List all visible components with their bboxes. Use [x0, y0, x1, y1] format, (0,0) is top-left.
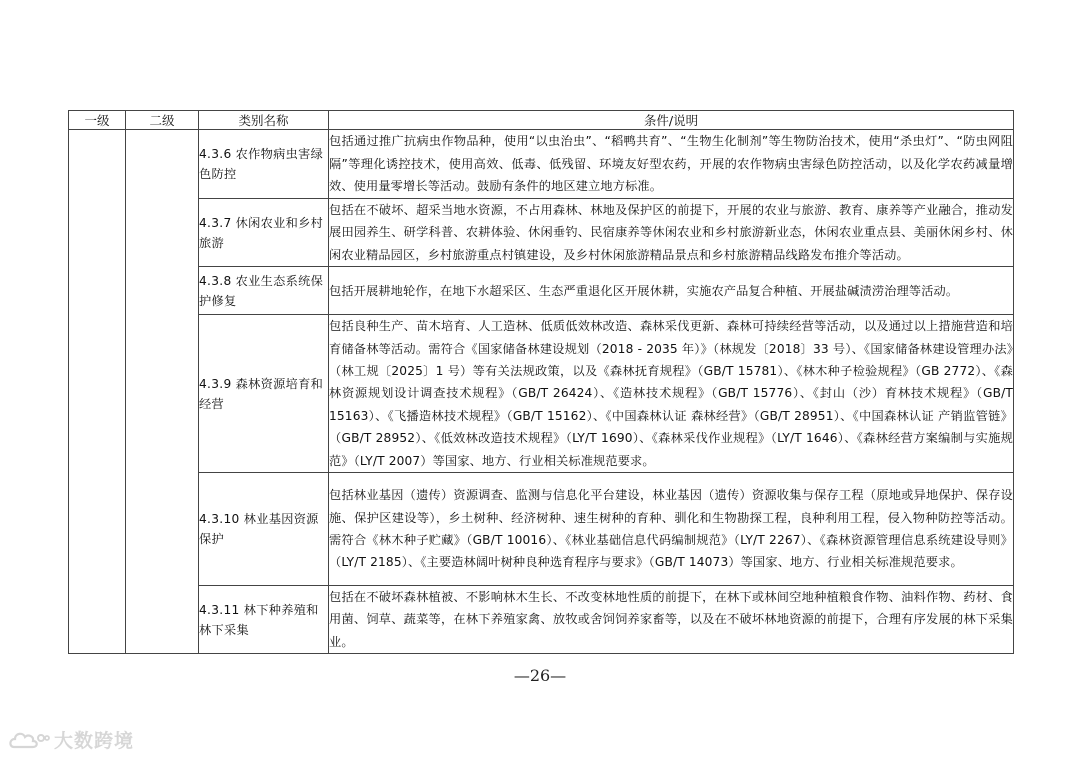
table-header-row [69, 111, 1014, 130]
header-level-2: 二级 [126, 111, 199, 130]
description-cell: 包括林业基因（遗传）资源调查、监测与信息化平台建设，林业基因（遗传）资源收集与保存工程（原地或异地保护、保存设施、保护区建设等），乡土树种、经济树种、速生树种的育种、驯化和生物勘探工程，良种利用工程，侵入物种防控等活动。需符合《林木种子贮藏》（GB/T 10016）、《林业基础信息代码编制规范》（LY/T 2267）、《森林资源管理信息系统建设导则》（LY/T 2185）、《主要造林阔叶树种良种选育程序与要求》（GB/T 14073）等国家、地方、行业相关标准规范要求。 [329, 473, 1014, 586]
category-name-cell: 4.3.7 休闲农业和乡村旅游 [199, 199, 329, 267]
category-name-cell: 4.3.11 林下种养殖和林下采集 [199, 586, 329, 654]
category-name-cell: 4.3.8 农业生态系统保护修复 [199, 267, 329, 315]
watermark [8, 726, 134, 753]
page-number: —26— [513, 666, 567, 685]
level-2-cell [126, 130, 199, 654]
watermark-text: 大数跨境 [54, 730, 135, 752]
cloud-logo-icon [8, 729, 50, 751]
description-cell: 包括在不破坏森林植被、不影响林木生长、不改变林地性质的前提下，在林下或林间空地种植粮食作物、油料作物、药材、食用菌、饲草、蔬菜等，在林下养殖家禽、放牧或舍饲饲养家畜等，以及在不破坏林地资源的前提下，合理有序发展的林下采集业。 [329, 586, 1014, 654]
description-cell: 包括开展耕地轮作，在地下水超采区、生态严重退化区开展休耕，实施农产品复合种植、开展盐碱渍涝治理等活动。 [329, 267, 1014, 315]
table-row [69, 586, 1014, 654]
category-name-cell: 4.3.10 林业基因资源保护 [199, 473, 329, 586]
table-row [69, 473, 1014, 586]
description-cell: 包括在不破坏、超采当地水资源，不占用森林、林地及保护区的前提下，开展的农业与旅游、教育、康养等产业融合，推动发展田园养生、研学科普、农耕体验、休闲垂钓、民宿康养等休闲农业和乡村旅游新业态，休闲农业重点县、美丽休闲乡村、休闲农业精品园区，乡村旅游重点村镇建设，及乡村休闲旅游精品景点和乡村旅游精品线路发布推介等活动。 [329, 199, 1014, 267]
level-1-cell [69, 130, 126, 654]
table-row [69, 130, 1014, 199]
description-cell: 包括通过推广抗病虫作物品种，使用“以虫治虫”、“稻鸭共育”、“生物生化制剂”等生物防治技术，使用“杀虫灯”、“防虫网阻隔”等理化诱控技术，使用高效、低毒、低残留、环境友好型农药，开展的农作物病虫害绿色防控活动，以及化学农药减量增效、使用量零增长等活动。鼓励有条件的地区建立地方标准。 [329, 130, 1014, 199]
description-cell: 包括良种生产、苗木培育、人工造林、低质低效林改造、森林采伐更新、森林可持续经营等活动，以及通过以上措施营造和培育储备林等活动。需符合《国家储备林建设规划（2018 - 2035 年）》（林规发〔2018〕33 号）、《国家储备林建设管理办法》（林工规〔2025〕1 号）等有关法规政策，以及《森林抚育规程》（GB/T 15781）、《林木种子检验规程》（GB 2772）、《森林资源规划设计调查技术规程》（GB/T 26424）、《造林技术规程》（GB/T 15776）、《封山（沙）育林技术规程》（GB/T 15163）、《飞播造林技术规程》（GB/T 15162）、《中国森林认证 森林经营》（GB/T 28951）、《中国森林认证 产销监管链》（GB/T 28952）、《低效林改造技术规程》（LY/T 1690）、《森林采伐作业规程》（LY/T 1646）、《森林经营方案编制与实施规范》（LY/T 2007）等国家、地方、行业相关标准规范要求。 [329, 315, 1014, 473]
category-name-cell: 4.3.6 农作物病虫害绿色防控 [199, 130, 329, 199]
header-conditions: 条件/说明 [329, 111, 1014, 130]
header-category-name: 类别名称 [199, 111, 329, 130]
table-row [69, 199, 1014, 267]
category-name-cell: 4.3.9 森林资源培育和经营 [199, 315, 329, 473]
category-table [68, 110, 1014, 654]
table-row [69, 315, 1014, 473]
table-row [69, 267, 1014, 315]
header-level-1: 一级 [69, 111, 126, 130]
